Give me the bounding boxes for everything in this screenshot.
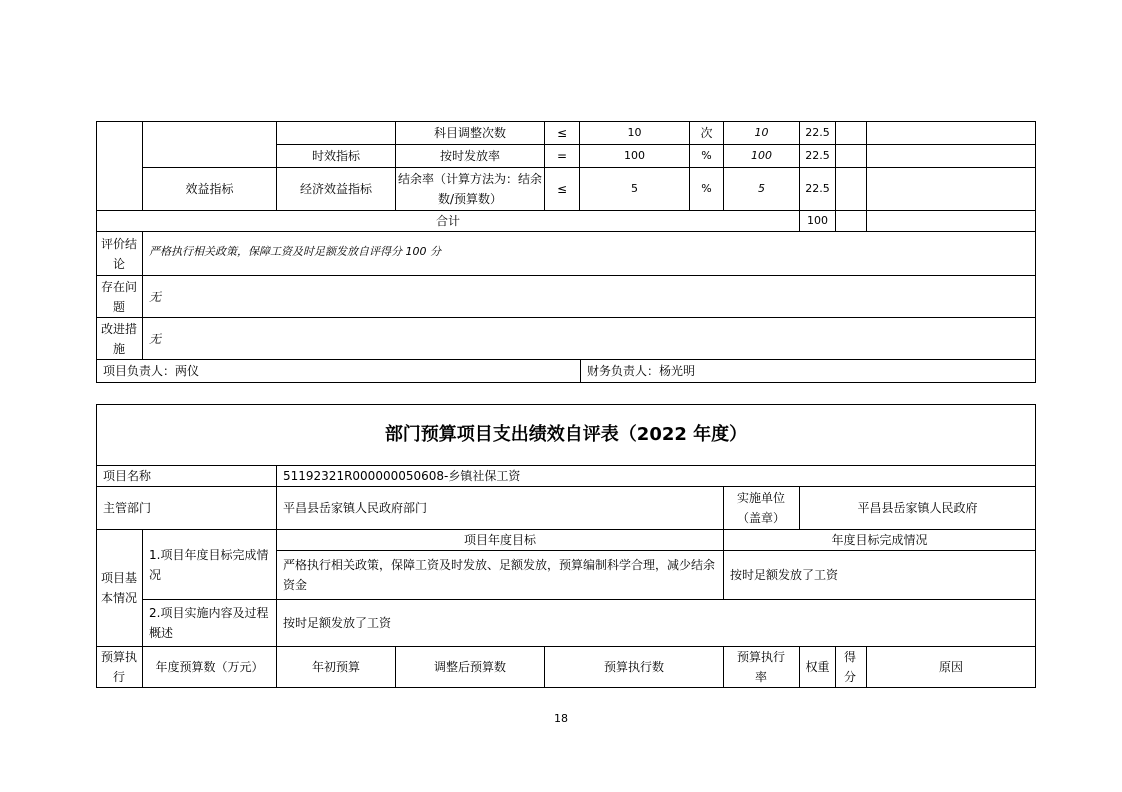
actual-value: 5 xyxy=(758,182,765,195)
budget-label: 年度预算数（万元） xyxy=(155,660,264,674)
indicator-category: 效益指标 xyxy=(185,182,234,196)
operator: ≤ xyxy=(556,182,568,196)
item2-label: 2.项目实施内容及过程概述 xyxy=(149,606,269,640)
dept-value: 平昌县岳家镇人民政府部门 xyxy=(283,501,428,515)
actual-value: 10 xyxy=(754,126,769,139)
impl-unit-value: 平昌县岳家镇人民政府 xyxy=(857,501,978,515)
operator: = xyxy=(556,149,568,163)
col-score: 得分 xyxy=(843,650,856,684)
col-adjusted-budget: 调整后预算数 xyxy=(433,660,506,674)
project-name-label: 项目名称 xyxy=(103,469,152,483)
item1-done: 按时足额发放了工资 xyxy=(730,568,839,582)
sub-indicator: 时效指标 xyxy=(311,149,360,163)
weight-value: 22.5 xyxy=(805,149,830,162)
item1-goal: 严格执行相关政策，保障工资及时发放、足额发放，预算编制科学合理，减少结余资金 xyxy=(283,558,716,592)
page-number: 18 xyxy=(554,712,568,725)
col-initial-budget: 年初预算 xyxy=(311,660,360,674)
weight-value: 22.5 xyxy=(805,126,830,139)
operator: ≤ xyxy=(556,126,568,140)
table-title: 部门预算项目支出绩效自评表（2022 年度） xyxy=(384,424,748,445)
target-value: 100 xyxy=(624,149,645,162)
item2-value: 按时足额发放了工资 xyxy=(283,616,392,630)
measures-text: 无 xyxy=(149,331,162,346)
project-lead: 项目负责人：两仪 xyxy=(103,364,200,378)
col-executed-budget: 预算执行数 xyxy=(603,660,664,674)
item1-label: 1.项目年度目标完成情况 xyxy=(149,548,269,582)
weight-value: 22.5 xyxy=(805,182,830,195)
unit: % xyxy=(701,149,712,162)
col-execution-rate: 预算执行率 xyxy=(736,650,785,684)
indicator-name: 按时发放率 xyxy=(439,149,500,163)
impl-unit-label: 实施单位（盖章） xyxy=(736,491,785,525)
actual-value: 100 xyxy=(751,149,772,162)
conclusion-label: 评价结论 xyxy=(100,236,137,271)
conclusion-text: 严格执行相关政策，保障工资及时足额发放自评得分 100 分 xyxy=(149,245,441,258)
indicator-name: 结余率（计算方法为：结余数/预算数） xyxy=(398,172,542,206)
total-label: 合计 xyxy=(435,214,460,228)
goal-header: 项目年度目标 xyxy=(463,533,536,547)
indicator-name: 科目调整次数 xyxy=(433,126,506,140)
col-weight: 权重 xyxy=(805,660,830,674)
unit: % xyxy=(701,182,712,195)
finance-lead: 财务负责人：杨光明 xyxy=(587,364,696,378)
unit: 次 xyxy=(700,126,713,140)
project-name-value: 51192321R000000050608-乡镇社保工资 xyxy=(283,469,521,483)
basic-info-label: 项目基本情况 xyxy=(100,571,137,605)
done-header: 年度目标完成情况 xyxy=(831,533,928,547)
measures-label: 改进措施 xyxy=(100,321,137,356)
exec-label: 预算执行 xyxy=(100,650,137,684)
dept-label: 主管部门 xyxy=(103,501,152,515)
target-value: 10 xyxy=(627,126,642,139)
problems-label: 存在问题 xyxy=(100,279,137,314)
sub-indicator: 经济效益指标 xyxy=(299,182,372,196)
col-reason: 原因 xyxy=(938,660,963,674)
problems-text: 无 xyxy=(149,289,162,304)
target-value: 5 xyxy=(631,182,638,195)
total-value: 100 xyxy=(807,214,828,227)
